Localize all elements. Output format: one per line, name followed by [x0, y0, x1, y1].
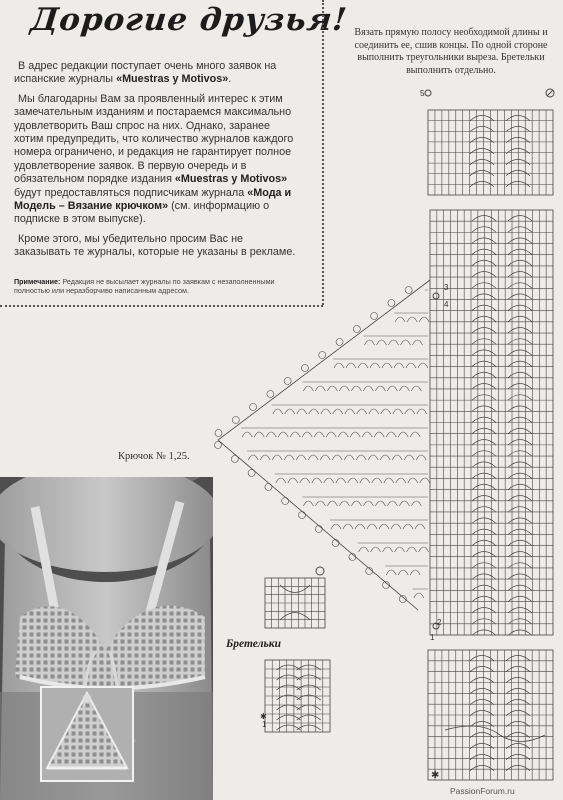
chart-number-3: 3 — [444, 283, 449, 292]
letter-p1-end: . — [228, 73, 232, 86]
start-mark-icon: ✱ — [431, 770, 440, 781]
watermark: PassionForum.ru — [450, 786, 515, 796]
triangle-neckline-chart — [215, 280, 431, 610]
magazine-name-2: «Muestras y Motivos» — [174, 173, 288, 186]
page-title: Дорогие друзья! — [28, 2, 350, 38]
letter-p1-text: В адрес редакции поступает очень много заявок на испанские журналы — [14, 60, 277, 86]
hook-size: Крючок № 1,25. — [118, 451, 190, 462]
chart-number-2: 2 — [437, 618, 442, 627]
knitting-instructions: Вязать прямую полосу необходимой длины и соединить ее, сшив концы. По одной стороне выполнить треугольники выреза. Бретельки выполнить отдельно. — [354, 27, 548, 76]
bottom-strip-chart — [428, 650, 553, 780]
letter-paragraph-3: Кроме этого, мы убедительно просим Вас не заказывать те журналы, которые не указаны в рекламе. — [14, 232, 296, 259]
top-strip-chart — [425, 89, 554, 195]
chart-number-1: 1 — [430, 633, 435, 642]
magazine-subscription-name: «Мода и Модель – Вязание крючком» — [14, 186, 292, 213]
strap-chart-small — [265, 567, 325, 628]
strap-start-mark-icon: ✱ — [260, 712, 267, 721]
note-label: Примечание: — [14, 277, 61, 286]
strap-chart-number: 1 — [262, 720, 267, 729]
straps-label: Бретельки — [226, 638, 282, 650]
top-strip-number: 5 — [420, 89, 425, 98]
strap-chart — [265, 660, 330, 732]
letter-p2-text-a: Мы благодарны Вам за проявленный интерес к этим замечательным изданиям и постараемся максимально удовлетворить Ваш спрос на них. Однако, заранее хотим предупредить, что количество журналов каждого номера ограничено, и редакция не гарантирует полное удовлетворение заявок. В первую очередь и в обязательном порядке издания — [14, 92, 294, 186]
note-text: Редакция не высылает журналы по заявкам с незаполненными полностью или неразборчиво написанным адресом. — [14, 277, 275, 295]
magazine-name: «Muestras y Motivos» — [116, 73, 229, 86]
chart-number-4: 4 — [444, 300, 449, 309]
letter-p2-text-b: будут предоставляться подписчикам журнала — [14, 186, 248, 199]
letter-p2-text-c: (см. информацию о подписке в этом выпуске). — [14, 200, 270, 226]
main-crochet-chart — [430, 210, 553, 635]
